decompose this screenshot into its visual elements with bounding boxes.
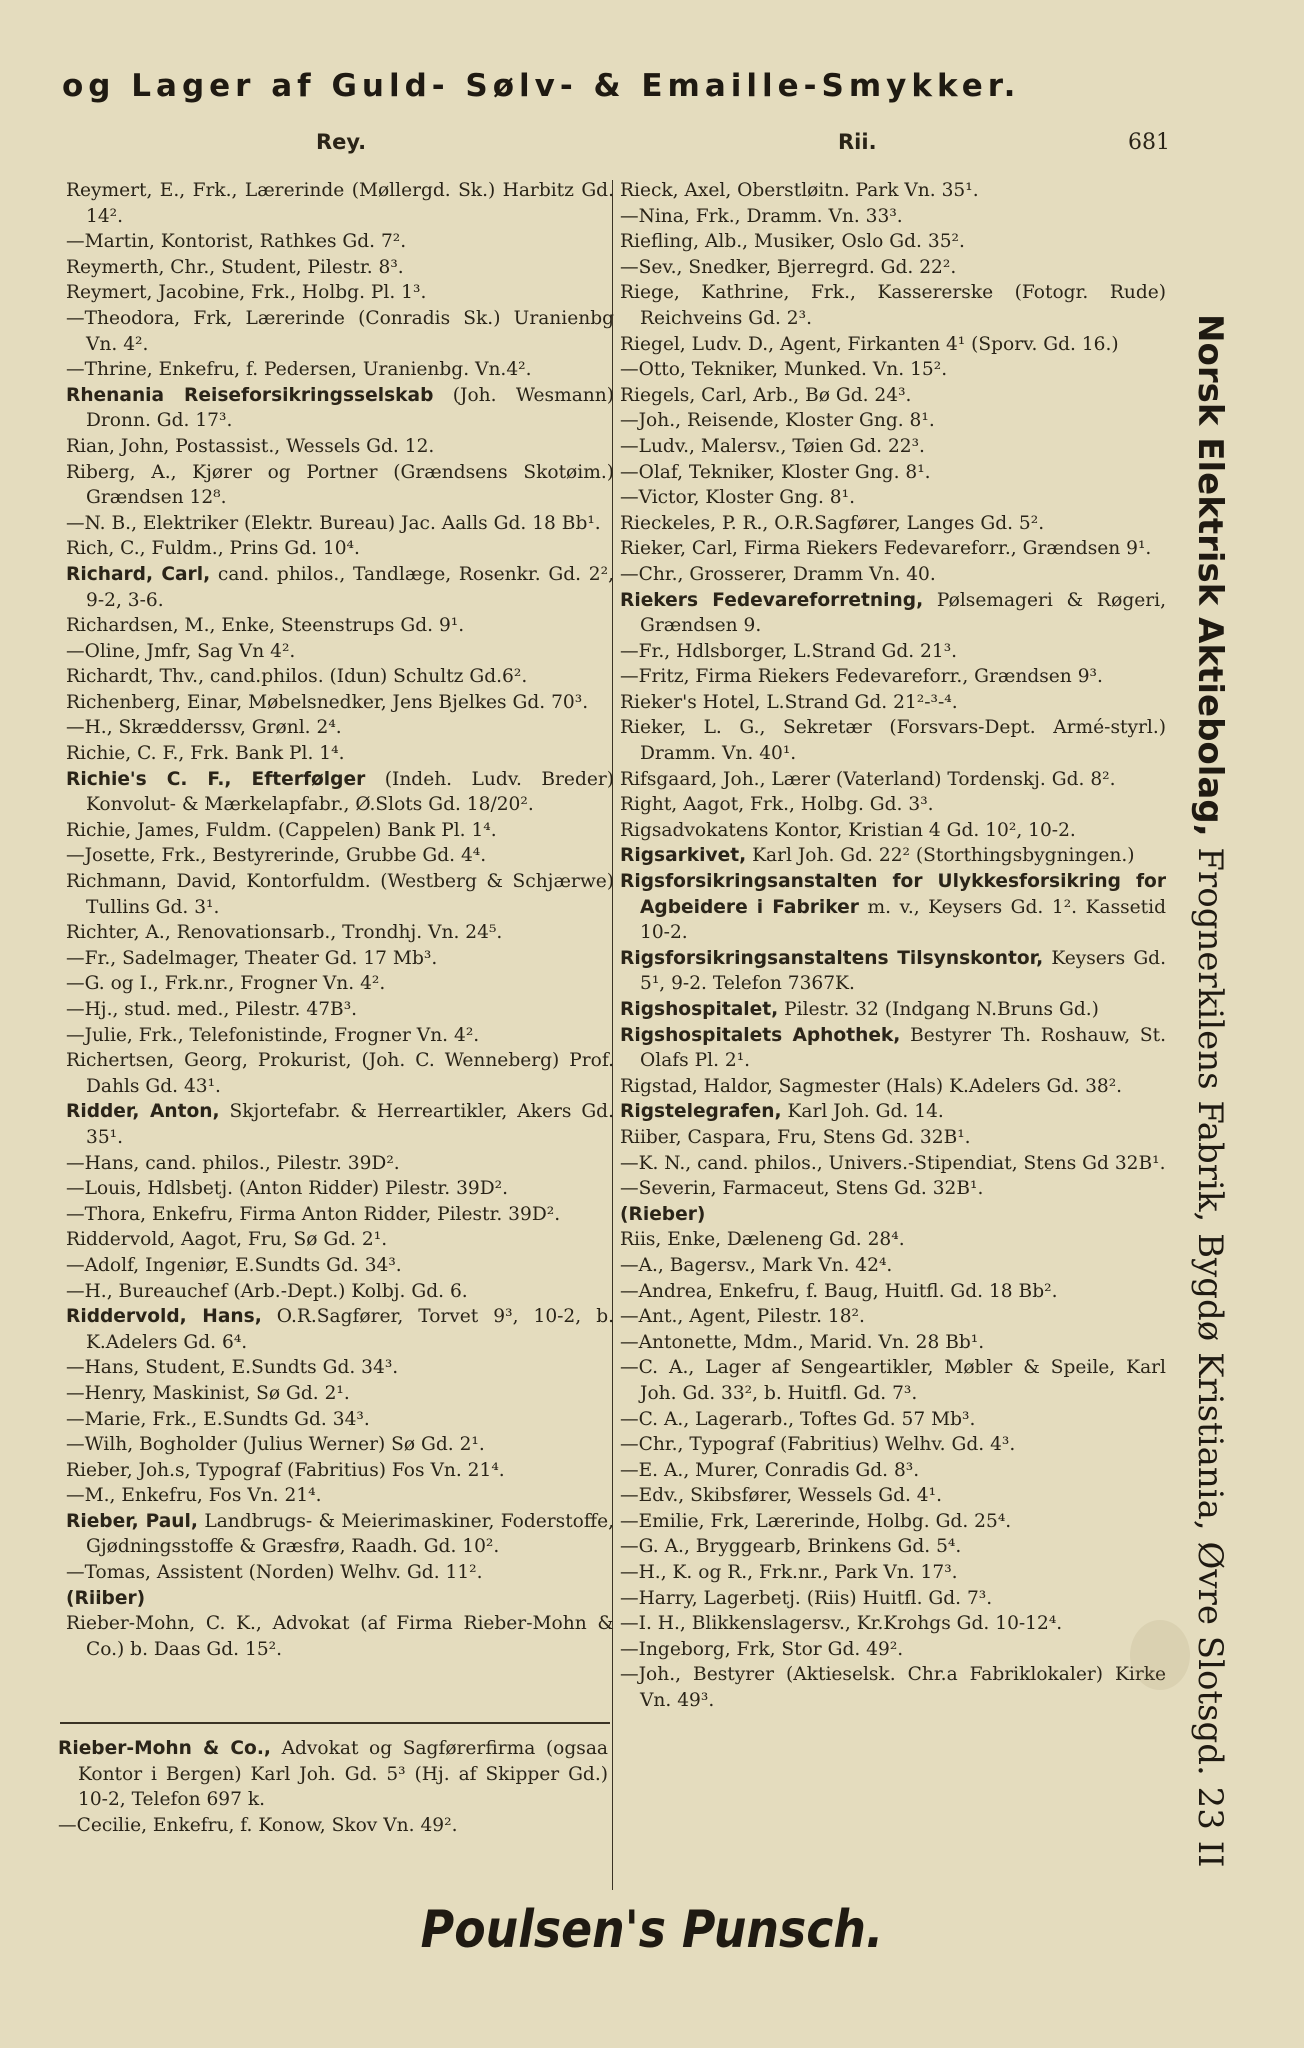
directory-entry: —A., Bagersv., Mark Vn. 42⁴.: [620, 1254, 893, 1276]
directory-entry: Rigsarkivet, Karl Joh. Gd. 22² (Storthingsbygningen.): [620, 845, 1135, 867]
directory-entry: Rieckeles, P. R., O.R.Sagfører, Langes Gd. 5².: [620, 512, 1045, 534]
directory-entry: Rich, C., Fuldm., Prins Gd. 10⁴.: [66, 538, 360, 560]
directory-entry: Rhenania Reiseforsikringsselskab (Joh. Wesmann) Dronn. Gd. 17³.: [66, 384, 614, 432]
directory-entry: Rian, John, Postassist., Wessels Gd. 12.: [66, 435, 435, 457]
directory-entry: —Fritz, Firma Riekers Fedevareforr., Grændsen 9³.: [620, 666, 1103, 688]
directory-entry: —Joh., Reisende, Kloster Gng. 8¹.: [620, 410, 935, 432]
directory-entry: Rieck, Axel, Oberstløitn. Park Vn. 35¹.: [620, 180, 979, 201]
directory-entry: —Olaf, Tekniker, Kloster Gng. 8¹.: [620, 461, 931, 483]
directory-entry: Richie, James, Fuldm. (Cappelen) Bank Pl. 1⁴.: [66, 819, 497, 841]
directory-entry: Reymerth, Chr., Student, Pilestr. 8³.: [66, 256, 404, 278]
directory-entry: Rigstelegrafen, Karl Joh. Gd. 14.: [620, 1101, 944, 1123]
directory-entry: —Ant., Agent, Pilestr. 18².: [620, 1306, 865, 1328]
directory-entry: Rieber-Mohn & Co., Advokat og Sagførerfirma (ogsaa Kontor i Bergen) Karl Joh. Gd. 5³ (Hj. af Skipper Gd.) 10-2, Telefon 697 k.: [58, 1738, 608, 1811]
directory-entry: Rieker's Hotel, L.Strand Gd. 21²-³-⁴.: [620, 691, 958, 713]
page-number: 681: [1128, 130, 1170, 155]
footer-advertisement: Poulsen's Punsch.: [420, 1900, 884, 1960]
directory-entry: Reymert, Jacobine, Frk., Holbg. Pl. 1³.: [66, 282, 427, 304]
directory-entry: —Tomas, Assistent (Norden) Welhv. Gd. 11².: [66, 1562, 483, 1584]
right-column: [620, 178, 1166, 1714]
directory-entry: Riiber, Caspara, Fru, Stens Gd. 32B¹.: [620, 1126, 971, 1148]
directory-entry: Rigstad, Haldor, Sagmester (Hals) K.Adelers Gd. 38².: [620, 1075, 1123, 1097]
directory-entry: —Marie, Frk., E.Sundts Gd. 34³.: [66, 1408, 370, 1430]
directory-entry: —Otto, Tekniker, Munked. Vn. 15².: [620, 359, 948, 381]
directory-entry: Rieker, Carl, Firma Riekers Fedevareforr., Grændsen 9¹.: [620, 538, 1152, 560]
directory-entry: —I. H., Blikkenslagersv., Kr.Krohgs Gd. 10-12⁴.: [620, 1613, 1063, 1635]
directory-entry: —M., Enkefru, Fos Vn. 21⁴.: [66, 1485, 322, 1507]
directory-entry: Riege, Kathrine, Frk., Kassererske (Fotogr. Rude) Reichveins Gd. 2³.: [620, 282, 1166, 329]
directory-entry: —Henry, Maskinist, Sø Gd. 2¹.: [66, 1382, 350, 1404]
directory-entry: Richenberg, Einar, Møbelsnedker, Jens Bjelkes Gd. 70³.: [66, 691, 589, 713]
directory-entry: —H., K. og R., Frk.nr., Park Vn. 17³.: [620, 1562, 958, 1584]
directory-entry: Rigsforsikringsanstalten for Ulykkesforsikring for Agbeidere i Fabriker m. v., Keysers Gd. 1². Kassetid 10-2.: [620, 871, 1166, 944]
directory-entry: Riddervold, Aagot, Fru, Sø Gd. 2¹.: [66, 1229, 388, 1251]
directory-entry: —K. N., cand. philos., Univers.-Stipendiat, Stens Gd 32B¹.: [620, 1152, 1166, 1174]
side-advertisement: [1170, 314, 1230, 1954]
directory-entry: Rigsforsikringsanstaltens Tilsynskontor, Keysers Gd. 5¹, 9-2. Telefon 7367K.: [620, 947, 1166, 995]
directory-entry: —Thrine, Enkefru, f. Pedersen, Uranienbg. Vn.4².: [66, 359, 532, 381]
directory-entry: Rieber-Mohn, C. K., Advokat (af Firma Rieber-Mohn & Co.) b. Daas Gd. 15².: [66, 1613, 614, 1660]
directory-entry: —Harry, Lagerbetj. (Riis) Huitfl. Gd. 7³.: [620, 1587, 993, 1609]
directory-entry: Richardt, Thv., cand.philos. (Idun) Schultz Gd.6².: [66, 666, 528, 688]
directory-entry: Riekers Fedevareforretning, Pølsemageri & Røgeri, Grændsen 9.: [620, 589, 1166, 637]
directory-entry: —Oline, Jmfr, Sag Vn 4².: [66, 640, 296, 662]
directory-entry: —Chr., Grosserer, Dramm Vn. 40.: [620, 563, 936, 585]
directory-entry: Rieber, Paul, Landbrugs- & Meierimaskiner, Foderstoffe, Gjødningsstoffe & Græsfrø, Raadh. Gd. 10².: [66, 1510, 614, 1558]
directory-entry: Richmann, David, Kontorfuldm. (Westberg & Schjærwe) Tullins Gd. 3¹.: [66, 871, 614, 918]
paper-stain: [1130, 1620, 1190, 1690]
directory-entry: —Hj., stud. med., Pilestr. 47B³.: [66, 999, 358, 1020]
directory-entry: Richertsen, Georg, Prokurist, (Joh. C. Wenneberg) Prof. Dahls Gd. 43¹.: [66, 1050, 614, 1097]
header-left-keyword: Rey.: [316, 130, 367, 154]
directory-entry: —Louis, Hdlsbetj. (Anton Ridder) Pilestr. 39D².: [66, 1178, 509, 1200]
directory-entry: —Ludv., Malersv., Tøien Gd. 22³.: [620, 435, 925, 457]
directory-entry: —C. A., Lagerarb., Toftes Gd. 57 Mb³.: [620, 1408, 976, 1430]
header-right-keyword: Rii.: [838, 130, 877, 154]
directory-entry: Right, Aagot, Frk., Holbg. Gd. 3³.: [620, 794, 934, 816]
directory-entry: —Fr., Sadelmager, Theater Gd. 17 Mb³.: [66, 947, 438, 969]
directory-entry: —Adolf, Ingeniør, E.Sundts Gd. 34³.: [66, 1254, 402, 1276]
directory-entry: Richie, C. F., Frk. Bank Pl. 1⁴.: [66, 743, 345, 765]
section-rule: [60, 1722, 610, 1724]
directory-entry: —Sev., Snedker, Bjerregrd. Gd. 22².: [620, 256, 957, 278]
side-ad-address: Frognerkilens Fabrik, Bygdø Kristiania, Øvre Slotsgd. 23 II: [1190, 836, 1230, 1868]
banner-ad: og Lager af Guld- Sølv- & Emaille-Smykker.: [62, 68, 1021, 104]
directory-entry: —Wilh, Bogholder (Julius Werner) Sø Gd. 2¹.: [66, 1434, 485, 1456]
directory-entry: Riegel, Ludv. D., Agent, Firkanten 4¹ (Sporv. Gd. 16.): [620, 333, 1119, 355]
left-column: [66, 178, 614, 1662]
directory-entry: Rifsgaard, Joh., Lærer (Vaterland) Tordenskj. Gd. 8².: [620, 768, 1116, 790]
directory-entry: —Emilie, Frk, Lærerinde, Holbg. Gd. 25⁴.: [620, 1510, 1012, 1532]
directory-entry: —Edv., Skibsfører, Wessels Gd. 4¹.: [620, 1485, 942, 1507]
directory-entry: Richie's C. F., Efterfølger (Indeh. Ludv. Breder) Konvolut- & Mærkelapfabr., Ø.Slots Gd. 18/20².: [66, 768, 614, 816]
directory-entry: —Joh., Bestyrer (Aktieselsk. Chr.a Fabriklokaler) Kirke Vn. 49³.: [620, 1664, 1166, 1712]
directory-entry: —Ingeborg, Frk, Stor Gd. 49².: [620, 1638, 904, 1660]
directory-entry: Rigshospitalet, Pilestr. 32 (Indgang N.Bruns Gd.): [620, 999, 1099, 1020]
directory-entry: —Julie, Frk., Telefonistinde, Frogner Vn. 4².: [66, 1024, 480, 1046]
directory-entry: —Victor, Kloster Gng. 8¹.: [620, 487, 855, 509]
directory-entry: —Cecilie, Enkefru, f. Konow, Skov Vn. 49².: [58, 1814, 458, 1836]
directory-entry: —C. A., Lager af Sengeartikler, Møbler & Speile, Karl Joh. Gd. 33², b. Huitfl. Gd. 7³.: [620, 1357, 1166, 1404]
directory-entry: —Andrea, Enkefru, f. Baug, Huitfl. Gd. 18 Bb².: [620, 1280, 1058, 1302]
directory-entry: Rigshospitalets Aphothek, Bestyrer Th. Roshauw, St. Olafs Pl. 2¹.: [620, 1024, 1166, 1072]
directory-entry: Rigsadvokatens Kontor, Kristian 4 Gd. 10², 10-2.: [620, 819, 1076, 841]
directory-entry: Richardsen, M., Enke, Steenstrups Gd. 9¹.: [66, 615, 465, 637]
directory-entry: —H., Bureauchef (Arb.-Dept.) Kolbj. Gd. 6.: [66, 1280, 468, 1302]
directory-entry: —Hans, Student, E.Sundts Gd. 34³.: [66, 1357, 399, 1379]
bottom-ad-entries: [58, 1736, 608, 1838]
directory-entry: —Antonette, Mdm., Marid. Vn. 28 Bb¹.: [620, 1331, 985, 1353]
directory-entry: —Martin, Kontorist, Rathkes Gd. 7².: [66, 231, 407, 253]
directory-entry: —G. A., Bryggearb, Brinkens Gd. 5⁴.: [620, 1536, 962, 1558]
directory-entry: —Fr., Hdlsborger, L.Strand Gd. 21³.: [620, 640, 958, 662]
directory-entry: Reymert, E., Frk., Lærerinde (Møllergd. Sk.) Harbitz Gd. 14².: [66, 180, 614, 227]
directory-entry: —Josette, Frk., Bestyrerinde, Grubbe Gd. 4⁴.: [66, 845, 487, 867]
directory-entry: —Severin, Farmaceut, Stens Gd. 32B¹.: [620, 1178, 984, 1200]
directory-entry: Rieker, L. G., Sekretær (Forsvars-Dept. Armé-styrl.) Dramm. Vn. 40¹.: [620, 717, 1166, 765]
directory-entry: —N. B., Elektriker (Elektr. Bureau) Jac. Aalls Gd. 18 Bb¹.: [66, 512, 601, 534]
directory-entry: Richter, A., Renovationsarb., Trondhj. Vn. 24⁵.: [66, 922, 503, 944]
directory-entry: Riegels, Carl, Arb., Bø Gd. 24³.: [620, 384, 912, 406]
directory-entry: Riberg, A., Kjører og Portner (Grændsens Skotøim.) Grændsen 12⁸.: [66, 461, 614, 509]
directory-entry: —G. og I., Frk.nr., Frogner Vn. 4².: [66, 973, 386, 995]
directory-entry: —Nina, Frk., Dramm. Vn. 33³.: [620, 205, 903, 227]
directory-entry: Riefling, Alb., Musiker, Oslo Gd. 35².: [620, 231, 965, 253]
directory-entry: —H., Skrædderssv, Grønl. 2⁴.: [66, 717, 342, 739]
directory-entry: Ridder, Anton, Skjortefabr. & Herreartikler, Akers Gd. 35¹.: [66, 1101, 614, 1148]
directory-entry: Rieber, Joh.s, Typograf (Fabritius) Fos Vn. 21⁴.: [66, 1459, 505, 1481]
directory-entry: —Hans, cand. philos., Pilestr. 39D².: [66, 1152, 400, 1174]
directory-entry: Riis, Enke, Dæleneng Gd. 28⁴.: [620, 1229, 905, 1251]
directory-entry: —E. A., Murer, Conradis Gd. 8³.: [620, 1459, 920, 1481]
directory-entry: —Thora, Enkefru, Firma Anton Ridder, Pilestr. 39D².: [66, 1203, 561, 1225]
directory-entry: —Theodora, Frk, Lærerinde (Conradis Sk.) Uranienbg Vn. 4².: [66, 307, 614, 355]
directory-entry: (Riiber): [66, 1587, 146, 1609]
directory-entry: Richard, Carl, cand. philos., Tandlæge, Rosenkr. Gd. 2², 9-2, 3-6.: [66, 563, 614, 611]
directory-entry: Riddervold, Hans, O.R.Sagfører, Torvet 9³, 10-2, b. K.Adelers Gd. 6⁴.: [66, 1306, 615, 1353]
directory-entry: —Chr., Typograf (Fabritius) Welhv. Gd. 4³.: [620, 1434, 1016, 1456]
side-ad-company: Norsk Elektrisk Aktiebolag,: [1190, 314, 1230, 837]
directory-entry: (Rieber): [620, 1203, 706, 1225]
